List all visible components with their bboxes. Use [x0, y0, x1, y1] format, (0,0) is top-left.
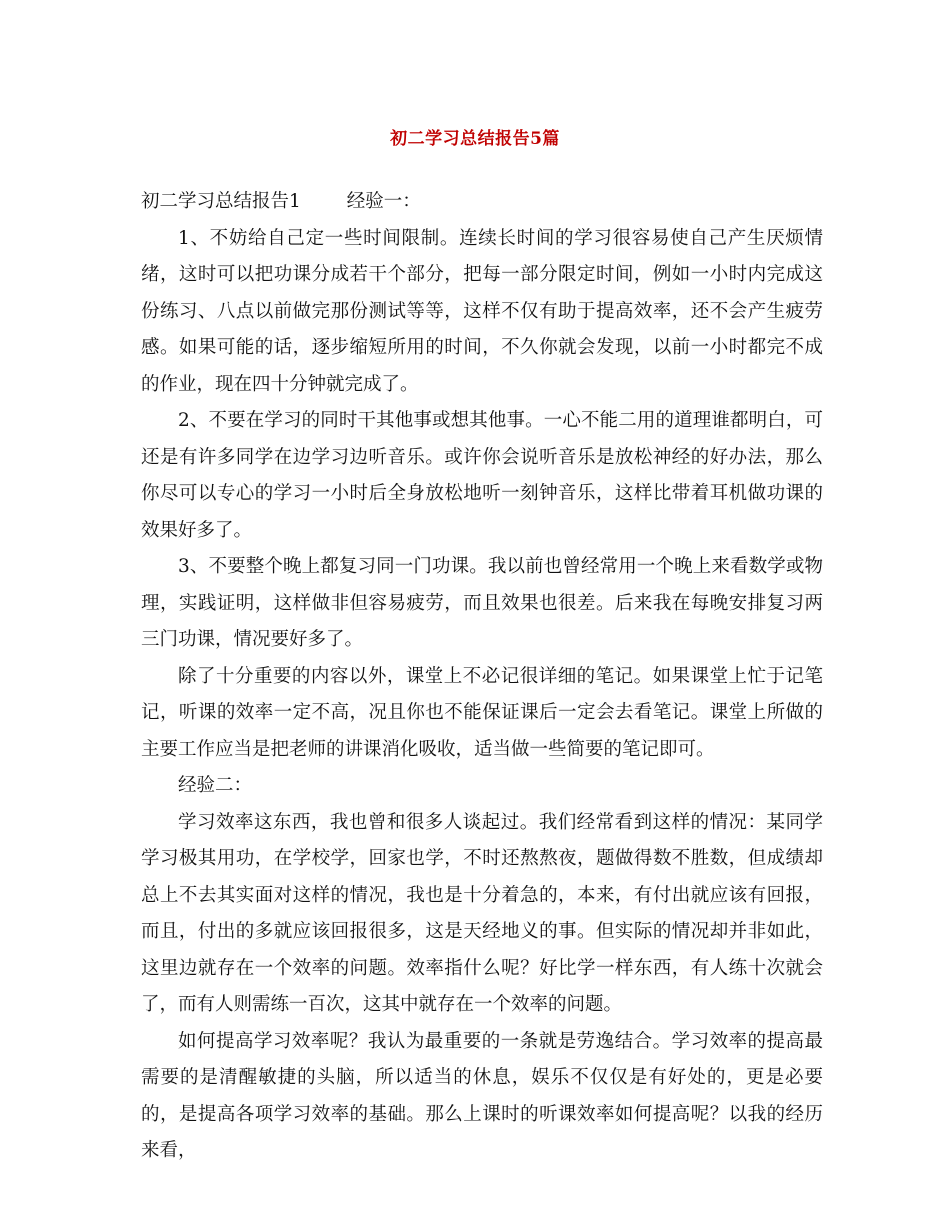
paragraph: 1、不妨给自己定一些时间限制。连续长时间的学习很容易使自己产生厌烦情绪，这时可以把功课分成若干个部分，把每一部分限定时间，例如一小时内完成这份练习、八点以前做完那份测试等等，这样不仅有助于提高效率，还不会产生疲劳感。如果可能的话，逐步缩短所用的时间，不久你就会发现，以前一小时都完不成的作业，现在四十分钟就完成了。	[141, 227, 823, 395]
experience-two-label: 经验二：	[178, 775, 253, 796]
paragraph: 如何提高学习效率呢？我认为最重要的一条就是劳逸结合。学习效率的提高最需要的是清醒敏捷的头脑，所以适当的休息，娱乐不仅仅是有好处的，更是必要的，是提高各项学习效率的基础。那么上课时的听课效率如何提高呢？以我的经历来看，	[141, 1030, 823, 1161]
experience-one-label: 经验一：	[346, 191, 421, 212]
section-heading: 初二学习总结报告1	[141, 191, 301, 212]
paragraph: 学习效率这东西，我也曾和很多人谈起过。我们经常看到这样的情况：某同学学习极其用功，在学校学，回家也学，不时还熬熬夜，题做得数不胜数，但成绩却总上不去其实面对这样的情况，我也是十分着急的，本来，有付出就应该有回报，而且，付出的多就应该回报很多，这是天经地义的事。但实际的情况却并非如此，这里边就存在一个效率的问题。效率指什么呢？好比学一样东西，有人练十次就会了，而有人则需练一百次，这其中就存在一个效率的问题。	[141, 811, 823, 1015]
document-body	[141, 184, 823, 1170]
document-title: 初二学习总结报告5篇	[390, 129, 560, 149]
paragraph: 2、不要在学习的同时干其他事或想其他事。一心不能二用的道理谁都明白，可还是有许多同学在边学习边听音乐。或许你会说听音乐是放松神经的好办法，那么你尽可以专心的学习一小时后全身放松地听一刻钟音乐，这样比带着耳机做功课的效果好多了。	[141, 410, 823, 541]
paragraph: 3、不要整个晚上都复习同一门功课。我以前也曾经常用一个晚上来看数学或物理，实践证明，这样做非但容易疲劳，而且效果也很差。后来我在每晚安排复习两三门功课，情况要好多了。	[141, 556, 823, 650]
section-heading-line	[141, 184, 823, 221]
paragraph: 除了十分重要的内容以外，课堂上不必记很详细的笔记。如果课堂上忙于记笔记，听课的效率一定不高，况且你也不能保证课后一定会去看笔记。课堂上所做的主要工作应当是把老师的讲课消化吸收，适当做一些简要的笔记即可。	[141, 665, 823, 760]
